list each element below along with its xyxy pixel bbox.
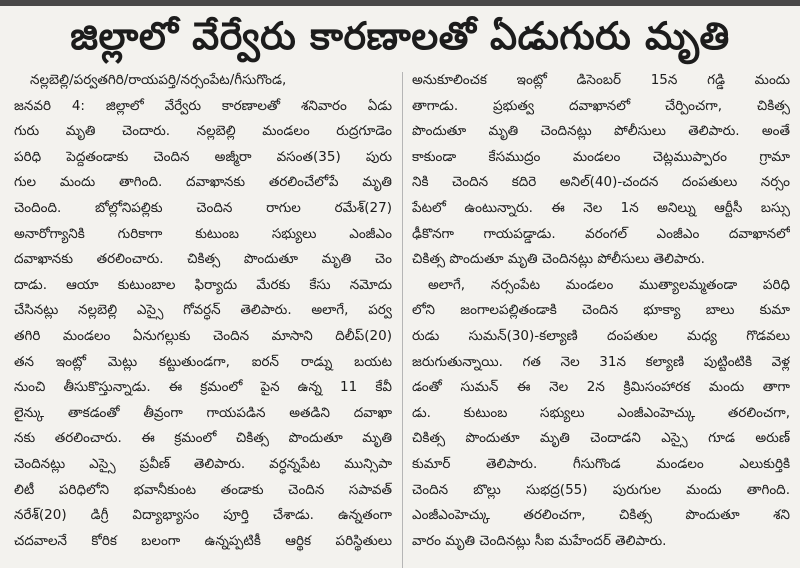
left-line: చెందింది. బోల్లోనిపల్లికు చెందిన రాగుల రమేశ్(27) — [14, 199, 392, 216]
left-line: జనవరి 4: జిల్లాలో వేర్వేరు కారణాలతో శనివారం ఏడు — [14, 97, 392, 114]
right-line: లోని జంగాలపల్లితండాకి చెందిన భూక్యా బాలు కుమా — [412, 302, 790, 319]
left-line: నకు తరలించారు. ఈ క్రమంలో చికిత్స పొందుతూ మృతి — [14, 430, 392, 447]
left-line: పరిధి పెద్దతండాకు చెందిన అజ్మీరా వసంత(35) పురు — [14, 148, 392, 165]
left-line: గుల మందు తాగింది. దవాఖానకు తరలించేలోపే మృతి — [14, 174, 392, 191]
right-line: నికి చెందిన కదిరె అనిల్(40)-చందన దంపతులు నర్సం — [412, 174, 790, 191]
right-line: డు. కుటుంబ సభ్యులు ఎంజీఎంహెచ్కు తరలించగా, — [412, 404, 790, 421]
left-line: చెందినట్లు ఎస్సై ప్రవీణ్ తెలిపారు. వర్ధన్నపేట మున్సిపా — [14, 455, 392, 472]
article-headline: జిల్లాలో వేర్వేరు కారణాలతో ఏడుగురు మృతి — [70, 14, 730, 58]
left-line: చేసినట్లు నల్లబెల్లి ఎస్సై గోవర్ధన్ తెలిపారు. అలాగే, పర్వ — [14, 302, 392, 319]
right-line: చికిత్స పొందుతూ మృతి చెందినట్లు పోలీసులు తెలిపారు. — [412, 251, 705, 268]
right-line: రుడు సుమన్(30)-కల్యాణి దంపతుల మధ్య గొడవలు — [412, 327, 790, 344]
left-line: నల్లబెల్లి/పర్వతగిరి/రాయపర్తి/నర్సంపేట/గీసుగొండ, — [30, 72, 287, 88]
right-column — [412, 68, 790, 568]
left-line: లైన్కు తాకడంతో తీవ్రంగా గాయపడిన అతడిని దవాఖా — [14, 404, 392, 421]
right-line: అలాగే, నర్సంపేట మండలం ముత్యాలమ్మతండా పరిధి — [428, 276, 790, 293]
right-line: డంతో సుమన్ ఈ నెల 2న క్రిమిసంహారక మందు తాగా — [412, 379, 790, 396]
left-line: నుంచి తీసుకొస్తున్నాడు. ఈ క్రమంలో పైన ఉన్న 11 కేవీ — [14, 379, 392, 396]
right-line: చికిత్స పొందుతూ మృతి చెందాడని ఎస్సై గూడ అరుణ్ — [412, 430, 790, 447]
right-line: ఎంజీఎంహెచ్కు తరలించగా, చికిత్స పొందుతూ శని — [412, 507, 790, 524]
left-column — [14, 68, 392, 568]
left-line: అనారోగ్యానికి గురికాగా కుటుంబ సభ్యులు ఎంజీఎం — [14, 225, 392, 242]
top-edge-strip — [0, 0, 800, 6]
right-line: పొందుతూ మృతి చెందినట్లు పోలీసులు తెలిపారు. అంతే — [412, 123, 790, 140]
right-line: జరుగుతున్నాయి. గత నెల 31న కల్యాణి పుట్టింటికి వెళ్ల — [412, 353, 790, 370]
right-line: తాగాడు. ప్రభుత్వ దవాఖానలో చేర్పించగా, చికిత్స — [412, 97, 790, 114]
right-line: వారం మృతి చెందినట్లు సీఐ మహేందర్ తెలిపారు. — [412, 532, 667, 549]
left-line: తన ఇంట్లో మెట్లు కట్టుతుండగా, ఐరన్ రాడ్ను బయట — [14, 353, 392, 370]
left-line: గురు మృతి చెందారు. నల్లబెల్లి మండలం రుద్రగూడెం — [14, 123, 392, 140]
left-line: దాడు. ఆయా కుటుంబాల ఫిర్యాదు మేరకు కేసు నమోదు — [14, 276, 392, 293]
article-body — [14, 68, 790, 568]
right-line: అనుకూలించక ఇంట్లో డిసెంబర్ 15న గడ్డి మందు — [412, 72, 790, 88]
right-line: కుమార్ తెలిపారు. గీసుగొండ మండలం ఎలుకుర్తికి — [412, 455, 790, 472]
left-line: తగిరి మండలం ఏనుగల్లుకు చెందిన మాసాని దిలీప్(20) — [14, 327, 392, 344]
left-line: చదవాలనే కోరిక బలంగా ఉన్నప్పటికీ ఆర్థిక పరిస్థితులు — [14, 532, 392, 549]
left-line: లిటీ పరిధిలోని భవానీకుంట తండాకు చెందిన సపావత్ — [14, 481, 392, 498]
right-line: చెందిన బొల్లు సుభద్ర(55) పురుగుల మందు తాగింది. — [412, 481, 790, 498]
right-line: కాకుండా కేసముద్రం మండలం చెట్లముప్పారం గ్రామా — [412, 148, 790, 165]
right-line: పేటలో ఉంటున్నారు. ఈ నెల 1న అనిల్ను ఆర్టీసీ బస్సు — [412, 199, 790, 216]
column-divider — [402, 72, 403, 568]
left-line: దవాఖానకు తరలించారు. చికిత్స పొందుతూ మృతి చెం — [14, 251, 392, 268]
right-line: ఢీకొనగా గాయపడ్డాడు. వరంగల్ ఎంజీఎం దవాఖానలో — [412, 225, 790, 242]
left-line: నరేశ్(20) డిగ్రీ విద్యాభ్యాసం పూర్తి చేశాడు. ఉన్నతంగా — [14, 507, 392, 524]
